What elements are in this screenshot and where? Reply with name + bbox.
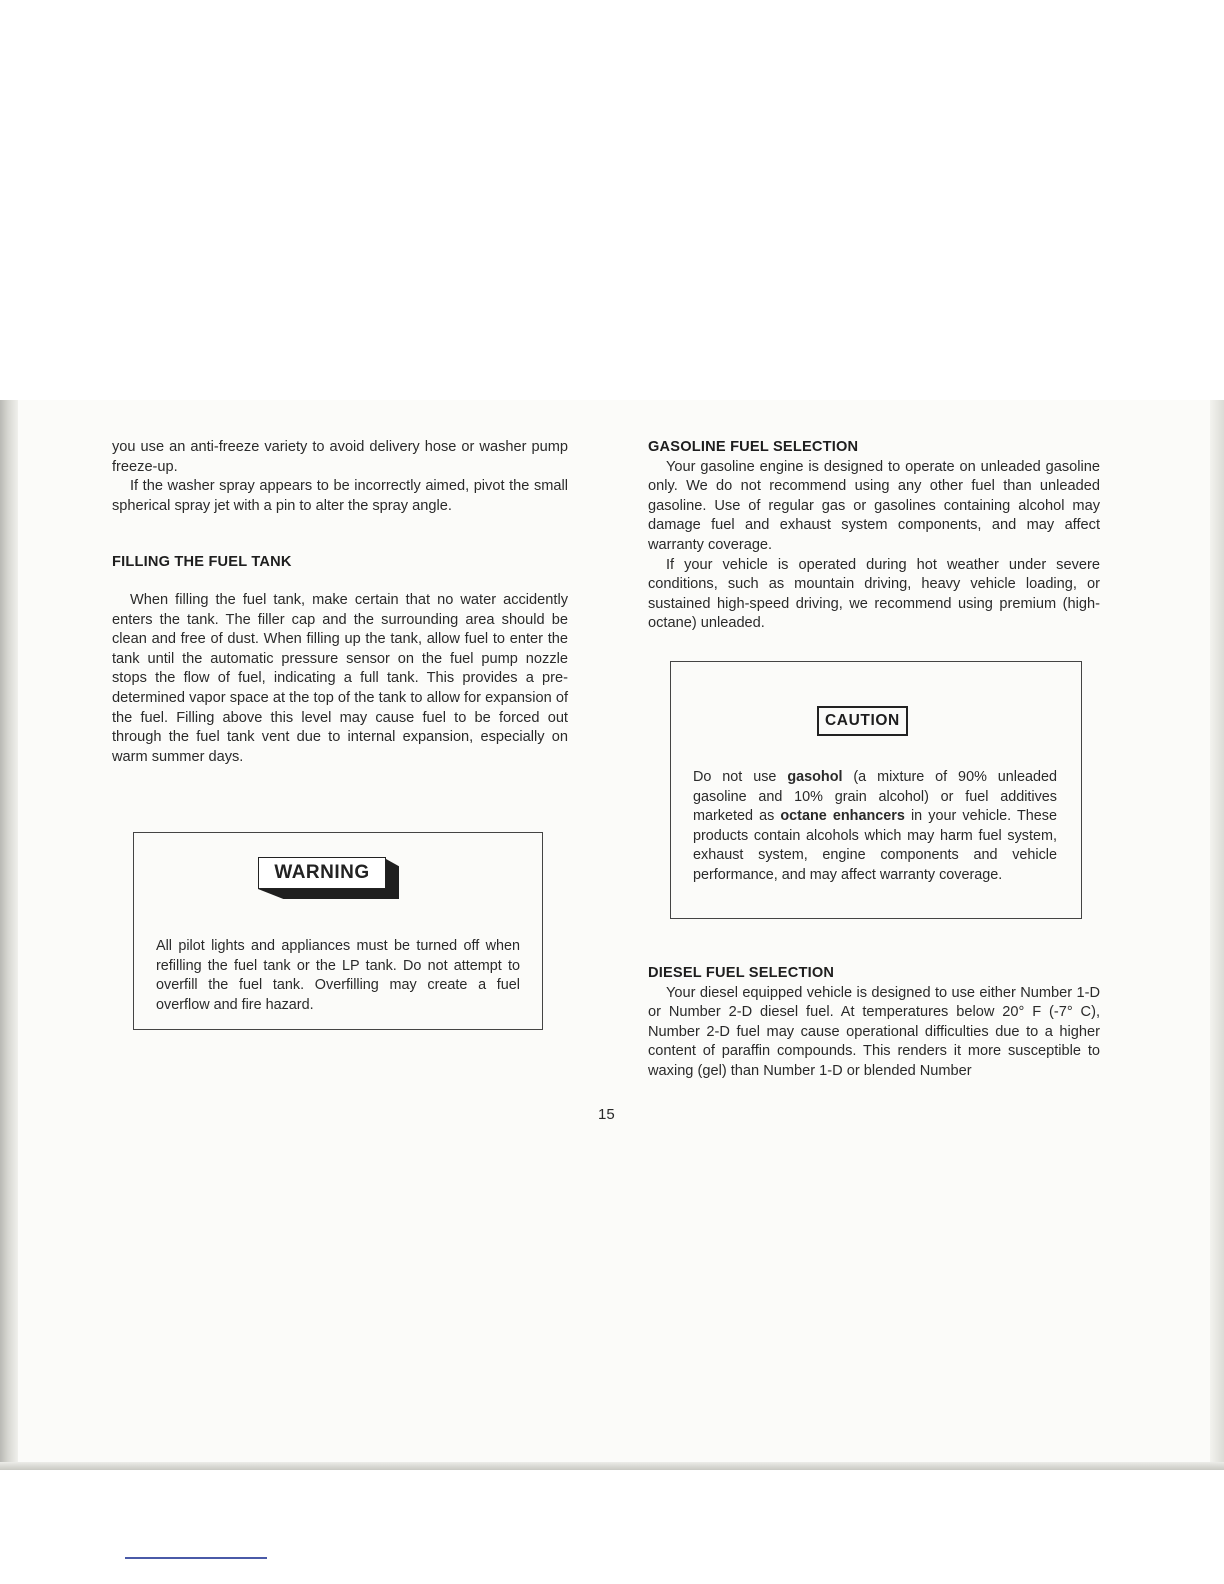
warning-label: WARNING <box>258 857 386 889</box>
fuel-tank-paragraph: When filling the fuel tank, make certain that no water accidently enters the tank. The filler cap and the surrounding area should be clean and free of dust. When filling up the tank, allow fuel to enter the tank until the automatic pressure sensor on the fuel pump nozzle stops the flow of fuel, indicating a full tank. This provides a pre-determined vapor space at the top of the tank to allow for expansion of the fuel. Filling above this level may cause fuel to be forced out through the fuel tank vent due to internal expansion, especially on warm summer days. <box>112 591 568 765</box>
caution-text-part1: Do not use <box>693 769 788 785</box>
left-column <box>112 438 568 767</box>
warning-box <box>133 832 543 1030</box>
warning-text: All pilot lights and appliances must be turned off when refilling the fuel tank or the LP tank. Do not attempt to overfill the fuel tank. Overfilling may create a fuel overflow and fire hazard. <box>156 938 520 1013</box>
caution-text <box>693 768 1057 886</box>
fuel-tank-heading: FILLING THE FUEL TANK <box>112 554 292 571</box>
hot-weather-paragraph: If your vehicle is operated during hot weather under severe conditions, such as mountain driving, heavy vehicle loading, or sustained high-speed driving, we recommend using premium (high-octane) unleaded. <box>648 556 1100 632</box>
warning-sign-shadow-bottom <box>258 889 399 899</box>
page-edge-left <box>0 400 18 1470</box>
warning-sign <box>258 857 398 899</box>
page-number: 15 <box>598 1106 615 1123</box>
page-edge-bottom <box>0 1462 1224 1470</box>
diesel-heading: DIESEL FUEL SELECTION <box>648 965 835 981</box>
page-edge-right <box>1210 400 1224 1470</box>
bottom-rule <box>125 1557 267 1559</box>
diesel-paragraph: Your diesel equipped vehicle is designed to use either Number 1-D or Number 2-D diesel fuel. At temperatures below 20° F (-7° C), Number 2-D fuel may cause operational difficulties due to a higher content of paraffin compounds. This renders it more susceptible to waxing (gel) than Number 1-D or blended Number <box>648 984 1100 1079</box>
gasoline-heading: GASOLINE FUEL SELECTION <box>648 439 859 455</box>
gasoline-paragraph: Your gasoline engine is designed to operate on unleaded gasoline only. We do not recommend using any other fuel than unleaded gasoline. Use of regular gas or gasolines containing alcohol may damage fuel and exhaust system components, and may affect warranty coverage. <box>648 458 1100 553</box>
caution-octane-term: octane enhancers <box>780 808 905 825</box>
caution-box <box>670 661 1082 919</box>
caution-text-part3: in your vehicle. These products contain alcohols which may harm fuel system, exhaust system, engine components and vehicle performance, and may affect warranty coverage. <box>693 808 1058 883</box>
caution-text-part2: (a mixture of 90% unleaded gasoline and 10% grain alcohol) or fuel additives marketed as <box>693 769 1057 825</box>
caution-label: CAUTION <box>817 706 908 736</box>
caution-gasohol-term: gasohol <box>787 769 843 785</box>
washer-antifreeze-paragraph: you use an anti-freeze variety to avoid delivery hose or washer pump freeze-up. <box>112 439 568 475</box>
right-column <box>648 438 1100 634</box>
washer-spray-paragraph: If the washer spray appears to be incorrectly aimed, pivot the small spherical spray jet with a pin to alter the spray angle. <box>112 478 568 514</box>
diesel-section <box>648 964 1100 1082</box>
